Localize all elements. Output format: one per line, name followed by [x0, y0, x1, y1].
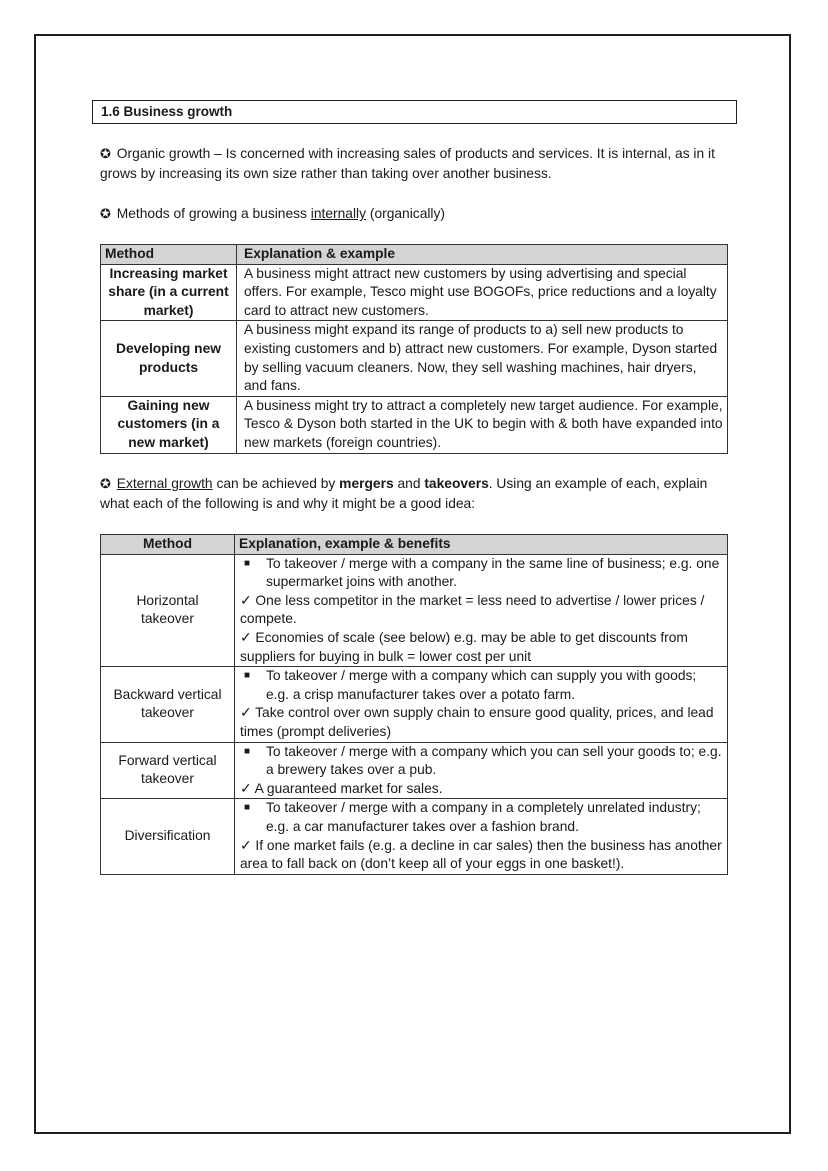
- explanation-cell: [235, 742, 728, 799]
- header-explanation: Explanation & example: [237, 245, 728, 265]
- star-bullet-icon: ✪: [100, 476, 111, 491]
- explanation-cell: A business might attract new customers by using advertising and special offers. For example, Tesco might use BOGOFs, price reductions and a loyalty card to attract new customers.: [237, 264, 728, 321]
- explanation-cell: A business might try to attract a completely new target audience. For example, Tesco & Dyson both started in the UK to begin with & both have expanded into new markets (foreign countries).: [237, 396, 728, 453]
- organic-growth-paragraph: [100, 144, 730, 183]
- organic-growth-text: Organic growth – Is concerned with increasing sales of products and services. It is internal, as in it grows by increasing its own size rather than taking over another business.: [100, 146, 715, 181]
- bullet-item: [240, 667, 723, 704]
- method-cell: Gaining new customers (in a new market): [101, 396, 237, 453]
- method-cell: Diversification: [101, 799, 235, 874]
- explanation-cell: [235, 667, 728, 742]
- table-row: [101, 667, 728, 742]
- square-bullet-icon: ■: [244, 670, 251, 682]
- method-cell: Increasing market share (in a current market): [101, 264, 237, 321]
- section-title: 1.6 Business growth: [92, 100, 737, 124]
- external-methods-table: [100, 534, 728, 875]
- table-row: [101, 264, 728, 321]
- explanation-cell: [235, 799, 728, 874]
- bullet-text: To takeover / merge with a company which can supply you with goods; e.g. a crisp manufacturer takes over a potato farm.: [266, 668, 697, 702]
- benefit-item: ✓ Take control over own supply chain to ensure good quality, prices, and lead times (prompt deliveries): [240, 705, 714, 739]
- table-row: [101, 799, 728, 874]
- header-explanation: Explanation, example & benefits: [235, 535, 728, 555]
- external-text-2: and: [393, 476, 425, 491]
- external-text-3: . Using an example of each, explain what each of the following is and why it might be a good idea:: [100, 476, 708, 511]
- benefit-item: ✓ One less competitor in the market = less need to advertise / lower prices / compete.: [240, 592, 705, 627]
- method-cell: Forward vertical takeover: [101, 742, 235, 799]
- table-row: [101, 321, 728, 396]
- external-growth-paragraph: [100, 474, 730, 513]
- bullet-text: To takeover / merge with a company in the same line of business; e.g. one supermarket joins with another.: [266, 555, 720, 590]
- star-bullet-icon: ✪: [100, 206, 111, 221]
- bullet-item: [240, 555, 723, 592]
- benefit-item: ✓ If one market fails (e.g. a decline in car sales) then the business has another area to fall back on (don’t keep all of your eggs in one basket!).: [240, 837, 722, 872]
- explanation-cell: [235, 554, 728, 667]
- bullet-text: To takeover / merge with a company which you can sell your goods to; e.g. a brewery takes over a pub.: [266, 743, 722, 778]
- star-bullet-icon: ✪: [100, 146, 111, 161]
- square-bullet-icon: ■: [244, 557, 251, 569]
- external-text-1: can be achieved by: [212, 476, 340, 491]
- method-cell: Developing new products: [101, 321, 237, 396]
- method-cell: Horizontal takeover: [101, 554, 235, 667]
- square-bullet-icon: ■: [244, 745, 251, 757]
- bullet-text: To takeover / merge with a company in a completely unrelated industry; e.g. a car manufacturer takes over a fashion brand.: [266, 800, 701, 834]
- explanation-cell: A business might expand its range of products to a) sell new products to existing customers and b) attract new customers. For example, Dyson started by selling vacuum cleaners. Now, they sell washing machines, hair dryers, and fans.: [237, 321, 728, 396]
- takeovers-term: takeovers: [424, 476, 489, 491]
- benefit-item: ✓ A guaranteed market for sales.: [240, 780, 443, 796]
- methods-intro: [100, 204, 445, 224]
- table-row: [101, 396, 728, 453]
- table-header-row: [101, 245, 728, 265]
- header-method: Method: [101, 245, 237, 265]
- mergers-term: mergers: [339, 476, 394, 491]
- methods-intro-text: Methods of growing a business: [116, 206, 311, 221]
- square-bullet-icon: ■: [244, 802, 251, 814]
- header-method: Method: [101, 535, 235, 555]
- benefit-item: ✓ Economies of scale (see below) e.g. may be able to get discounts from suppliers for buying in bulk = lower cost per unit: [240, 629, 688, 664]
- method-cell: Backward vertical takeover: [101, 667, 235, 742]
- table-header-row: [101, 535, 728, 555]
- methods-intro-underlined: internally: [310, 206, 367, 221]
- internal-methods-table: [100, 244, 728, 454]
- external-growth-term: External growth: [116, 476, 213, 491]
- bullet-item: [240, 799, 723, 836]
- table-row: [101, 554, 728, 667]
- bullet-item: [240, 743, 723, 780]
- methods-intro-suffix: (organically): [366, 206, 445, 221]
- table-row: [101, 742, 728, 799]
